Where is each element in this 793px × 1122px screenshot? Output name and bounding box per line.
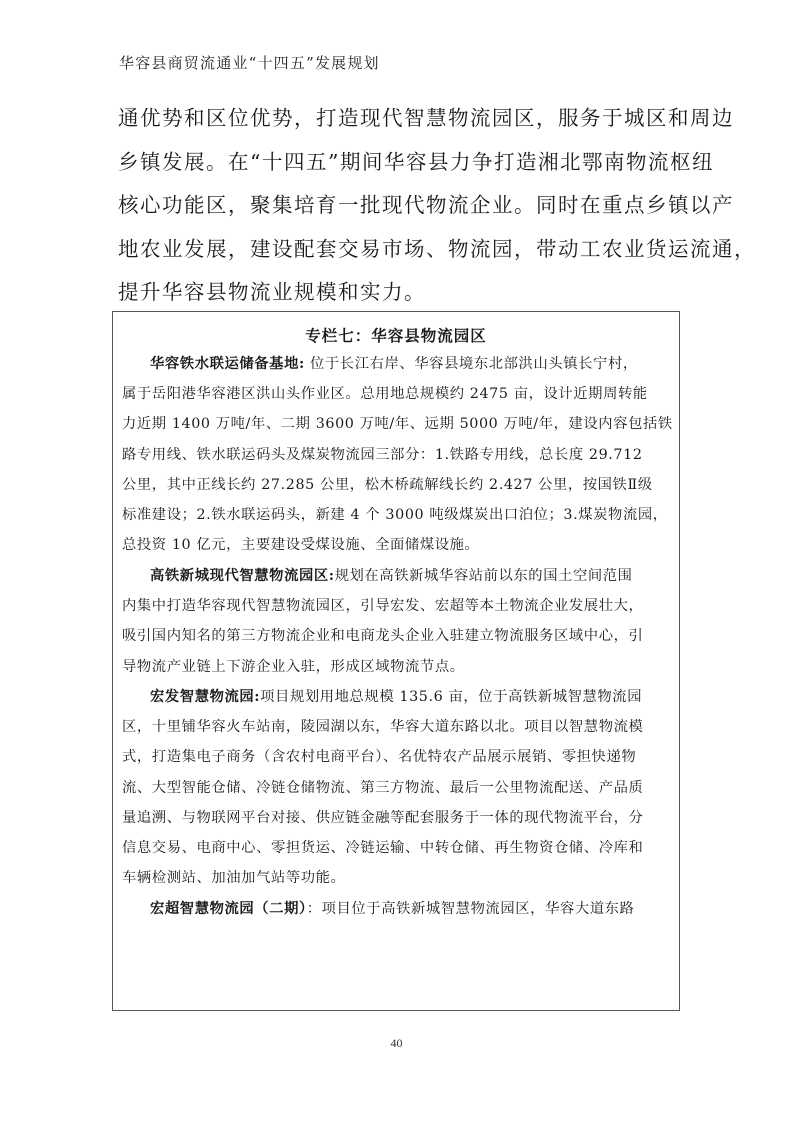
- section-line: 公里，其中正线长约 27.285 公里，松木桥疏解线长约 2.427 公里，按国铁Ⅱ级: [122, 476, 653, 493]
- sidebar-box-logistics-parks: [112, 311, 680, 1011]
- section-line: 车辆检测站、加油加气站等功能。: [122, 870, 346, 887]
- section-line: 标准建设；2.铁水联运码头，新建 4 个 3000 吨级煤炭出口泊位；3.煤炭物流园，: [122, 506, 668, 523]
- intro-line: 核心功能区，聚集培育一批现代物流企业。同时在重点乡镇以产: [118, 193, 734, 217]
- intro-line: 地农业发展，建设配套交易市场、物流园，带动工农业货运流通，: [118, 236, 756, 261]
- section-line: 路专用线、铁水联运码头及煤炭物流园三部分：1.铁路专用线，总长度 29.712: [122, 446, 643, 463]
- page-number: 40: [390, 1036, 403, 1050]
- section-line: 信息交易、电商中心、零担货运、冷链运输、中转仓储、再生物资仓储、冷库和: [122, 839, 644, 856]
- section-line: 流、大型智能仓储、冷链仓储物流、第三方物流、最后一公里物流配送、产品质: [122, 779, 644, 796]
- section-first-line: [122, 687, 674, 717]
- section-heading: 高铁新城现代智慧物流园区:: [150, 568, 335, 584]
- section-line: 属于岳阳港华容港区洪山头作业区。总用地总规模约 2475 亩，设计近期周转能: [122, 386, 648, 403]
- section-text: 项目规划用地总规模 135.6 亩，位于高铁新城智慧物流园: [260, 689, 643, 705]
- section-text: 位于长江右岸、华容县境东北部洪山头镇长宁村，: [304, 356, 638, 372]
- section-first-line: [122, 899, 674, 929]
- section-line: 吸引国内知名的第三方物流企业和电商龙头企业入驻建立物流服务区域中心，引: [122, 628, 644, 645]
- section-heading: 宏发智慧物流园:: [150, 689, 261, 705]
- section-hsr-new-city-park: [122, 566, 674, 687]
- section-railway-water-base: [122, 354, 674, 565]
- section-line: 导物流产业链上下游企业入驻，形成区域物流节点。: [122, 658, 465, 675]
- section-first-line: [122, 354, 674, 384]
- section-line: 量追溯、与物联网平台对接、供应链金融等配套服务于一体的现代物流平台，分: [122, 809, 644, 826]
- box-title: 专栏七：华容县物流园区: [305, 326, 487, 345]
- section-hongfa-park: [122, 687, 674, 898]
- intro-line: 提升华容县物流业规模和实力。: [118, 280, 426, 304]
- section-line: 内集中打造华容现代智慧物流园区，引导宏发、宏超等本土物流企业发展壮大，: [122, 598, 644, 615]
- section-line: 总投资 10 亿元，主要建设受煤设施、全面储煤设施。: [122, 537, 480, 554]
- section-heading: 宏超智慧物流园（二期）: [150, 901, 307, 917]
- section-first-line: [122, 566, 674, 596]
- section-text: ：项目位于高铁新城智慧物流园区，华容大道东路: [306, 901, 635, 917]
- intro-paragraph: [118, 100, 756, 318]
- section-line: 式，打造集电子商务（含农村电商平台）、名优特农产品展示展销、零担快递物: [122, 749, 637, 766]
- intro-line: 通优势和区位优势，打造现代智慧物流园区，服务于城区和周边: [118, 106, 734, 130]
- section-text: 规划在高铁新城华容站前以东的国土空间范围: [334, 568, 633, 584]
- section-heading: 华容铁水联运储备基地:: [150, 356, 305, 372]
- intro-line: 乡镇发展。在“十四五”期间华容县力争打造湘北鄂南物流枢纽: [118, 149, 714, 174]
- section-line: 力近期 1400 万吨/年、二期 3600 万吨/年、远期 5000 万吨/年，建设内容包括铁: [122, 416, 673, 433]
- section-hongchao-park: [122, 899, 674, 929]
- section-line: 区，十里铺华容火车站南，陵园湖以东，华容大道东路以北。项目以智慧物流模: [122, 719, 644, 736]
- running-header: 华容县商贸流通业“十四五”发展规划: [119, 54, 380, 72]
